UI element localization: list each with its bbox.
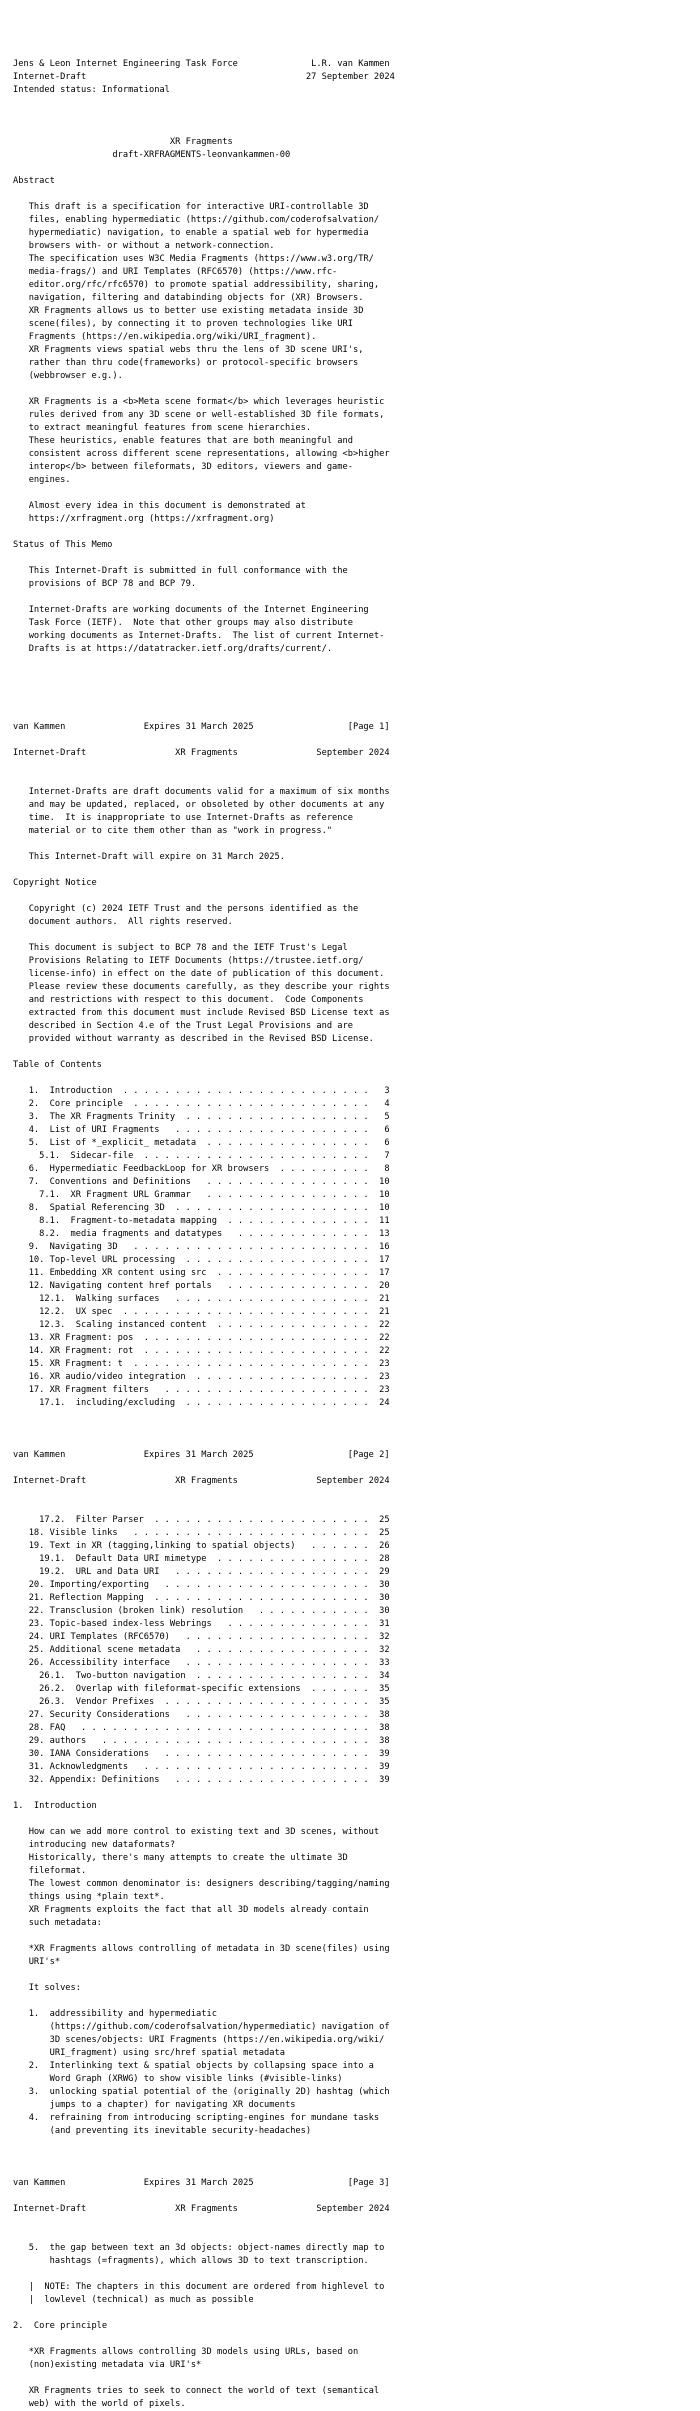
rfc-page-3: Internet-Draft XR Fragments September 2024 17.2. Filter Parser . . . . . . . . . . . . . . . . . . . . . 25 18. Visible links . . . . . . . . . . . . . . . . . . . . . . . 25 19. Text in XR (tagging,linking to spatial objects) . . . . . . 26 19.1. Default Data URI mimetype . . . . . . . . . . . . . . . 28 19.2. URL and Data URI . . . . . . . . . . . . . . . . . . . 29 20. Importing/exporting . . . . . . . . . . . . . . . . . . . . 30 21. Reflection Mapping . . . . . . . . . . . . . . . . . . . . . 30 22. Transclusion (broken link) resolution . . . . . . . . . . . 30 23. Topic-based index-less Webrings . . . . . . . . . . . . . . 31 24. URI Templates (RFC6570) . . . . . . . . . . . . . . . . . . 32 25. Additional scene metadata . . . . . . . . . . . . . . . . . 32 26. Accessibility interface . . . . . . . . . . . . . . . . . . 33 26.1. Two-button navigation . . . . . . . . . . . . . . . . . 34 26.2. Overlap with fileformat-specific extensions . . . . . . 35 26.3. Vendor Prefixes . . . . . . . . . . . . . . . . . . . . 35 27. Security Considerations . . . . . . . . . . . . . . . . . . 38 28. FAQ . . . . . . . . . . . . . . . . . . . . . . . . . . . . 38 29. authors . . . . . . . . . . . . . . . . . . . . . . . . . . 38 30. IANA Considerations . . . . . . . . . . . . . . . . . . . . 39 31. Acknowledgments . . . . . . . . . . . . . . . . . . . . . . 39 32. Appendix: Definitions . . . . . . . . . . . . . . . . . . . 39 1. Introduction How can we add more control to existing text and 3D scenes, without introducing new dataformats? Historically, there's many attempts to create the ultimate 3D fileformat. The lowest common denominator is: designers describing/tagging/naming things using *plain text*. XR Fragments exploits the fact that all 3D models already contain such metadata: *XR Fragments allows controlling of metadata in 3D scene(files) using URI's* It solves: 1. addressibility and hypermediatic (https://github.com/coderofsalvation/hypermediatic) navigation of 3D scenes/objects: URI Fragments (https://en.wikipedia.org/wiki/ URI_fragment) using src/href spatial metadata 2. Interlinking text & spatial objects by collapsing space into a Word Graph (XRWG) to show visible links (#visible-links) 3. unlocking spatial potential of the (originally 2D) hashtag (which jumps to a chapter) for navigating XR documents 4. refraining from introducing scripting-engines for mundane tasks (and preventing its inevitable security-headaches) van Kammen Expires 31 March 2025 [Page 3] <box>13 1476 390 2188</box>
rfc-page-1: Jens & Leon Internet Engineering Task Force L.R. van Kammen Internet-Draft 27 September 2024 Intended status: Informational XR Fragments draft-XRFRAGMENTS-leonvankammen-00 Abstract This draft is a specification for interactive URI-controllable 3D files, enabling hypermediatic (https://github.com/coderofsalvation/ hypermediatic) navigation, to enable a spatial web for hypermedia browsers with- or without a network-connection. The specification uses W3C Media Fragments (https://www.w3.org/TR/ media-frags/) and URI Templates (RFC6570) (https://www.rfc- editor.org/rfc/rfc6570) to promote spatial addressibility, sharing, navigation, filtering and databinding objects for (XR) Browsers. XR Fragments allows us to better use existing metadata inside 3D scene(files), by connecting it to proven technologies like URI Fragments (https://en.wikipedia.org/wiki/URI_fragment). XR Fragments views spatial webs thru the lens of 3D scene URI's, rather than thru code(frameworks) or protocol-specific browsers (webbrowser e.g.). XR Fragments is a <b>Meta scene format</b> which leverages heuristic rules derived from any 3D scene or well-established 3D file formats, to extract meaningful features from scene hierarchies. These heuristics, enable features that are both meaningful and consistent across different scene representations, allowing <b>higher interop</b> between fileformats, 3D editors, viewers and game- engines. Almost every idea in this document is demonstrated at https://xrfragment.org (https://xrfragment.org) Status of This Memo This Internet-Draft is submitted in full conformance with the provisions of BCP 78 and BCP 79. Internet-Drafts are working documents of the Internet Engineering Task Force (IETF). Note that other groups may also distribute working documents as Internet-Drafts. The list of current Internet- Drafts is at https://datatracker.ietf.org/drafts/current/. van Kammen Expires 31 March 2025 [Page 1] <box>13 59 395 732</box>
rfc-page-4: Internet-Draft XR Fragments September 2024 5. the gap between text an 3d objects: object-names directly map to hashtags (=fragments), which allows 3D to text transcription. | NOTE: The chapters in this document are ordered from highlevel to | lowlevel (technical) as much as possible 2. Core principle *XR Fragments allows controlling 3D models using URLs, based on (non)existing metadata via URI's* XR Fragments tries to seek to connect the world of text (semantical web) with the world of pixels. <box>13 2204 390 2409</box>
rfc-page-2: Internet-Draft XR Fragments September 2024 Internet-Drafts are draft documents valid for a maximum of six months and may be updated, replaced, or obsoleted by other documents at any time. It is inappropriate to use Internet-Drafts as reference material or to cite them other than as "work in progress." This Internet-Draft will expire on 31 March 2025. Copyright Notice Copyright (c) 2024 IETF Trust and the persons identified as the document authors. All rights reserved. This document is subject to BCP 78 and the IETF Trust's Legal Provisions Relating to IETF Documents (https://trustee.ietf.org/ license-info) in effect on the date of publication of this document. Please review these documents carefully, as they describe your rights and restrictions with respect to this document. Code Components extracted from this document must include Revised BSD License text as described in Section 4.e of the Trust Legal Provisions and are provided without warranty as described in the Revised BSD License. Table of Contents 1. Introduction . . . . . . . . . . . . . . . . . . . . . . . . 3 2. Core principle . . . . . . . . . . . . . . . . . . . . . . . 4 3. The XR Fragments Trinity . . . . . . . . . . . . . . . . . . 5 4. List of URI Fragments . . . . . . . . . . . . . . . . . . . 6 5. List of *_explicit_ metadata . . . . . . . . . . . . . . . . 6 5.1. Sidecar-file . . . . . . . . . . . . . . . . . . . . . . 7 6. Hypermediatic FeedbackLoop for XR browsers . . . . . . . . . 8 7. Conventions and Definitions . . . . . . . . . . . . . . . . 10 7.1. XR Fragment URL Grammar . . . . . . . . . . . . . . . . 10 8. Spatial Referencing 3D . . . . . . . . . . . . . . . . . . . 10 8.1. Fragment-to-metadata mapping . . . . . . . . . . . . . . 11 8.2. media fragments and datatypes . . . . . . . . . . . . . 13 9. Navigating 3D . . . . . . . . . . . . . . . . . . . . . . . 16 10. Top-level URL processing . . . . . . . . . . . . . . . . . . 17 11. Embedding XR content using src . . . . . . . . . . . . . . . 17 12. Navigating content href portals . . . . . . . . . . . . . . 20 12.1. Walking surfaces . . . . . . . . . . . . . . . . . . . 21 12.2. UX spec . . . . . . . . . . . . . . . . . . . . . . . . 21 12.3. Scaling instanced content . . . . . . . . . . . . . . . 22 13. XR Fragment: pos . . . . . . . . . . . . . . . . . . . . . . 22 14. XR Fragment: rot . . . . . . . . . . . . . . . . . . . . . . 22 15. XR Fragment: t . . . . . . . . . . . . . . . . . . . . . . . 23 16. XR audio/video integration . . . . . . . . . . . . . . . . . 23 17. XR Fragment filters . . . . . . . . . . . . . . . . . . . . 23 17.1. including/excluding . . . . . . . . . . . . . . . . . . 24 van Kammen Expires 31 March 2025 [Page 2] <box>13 748 390 1460</box>
